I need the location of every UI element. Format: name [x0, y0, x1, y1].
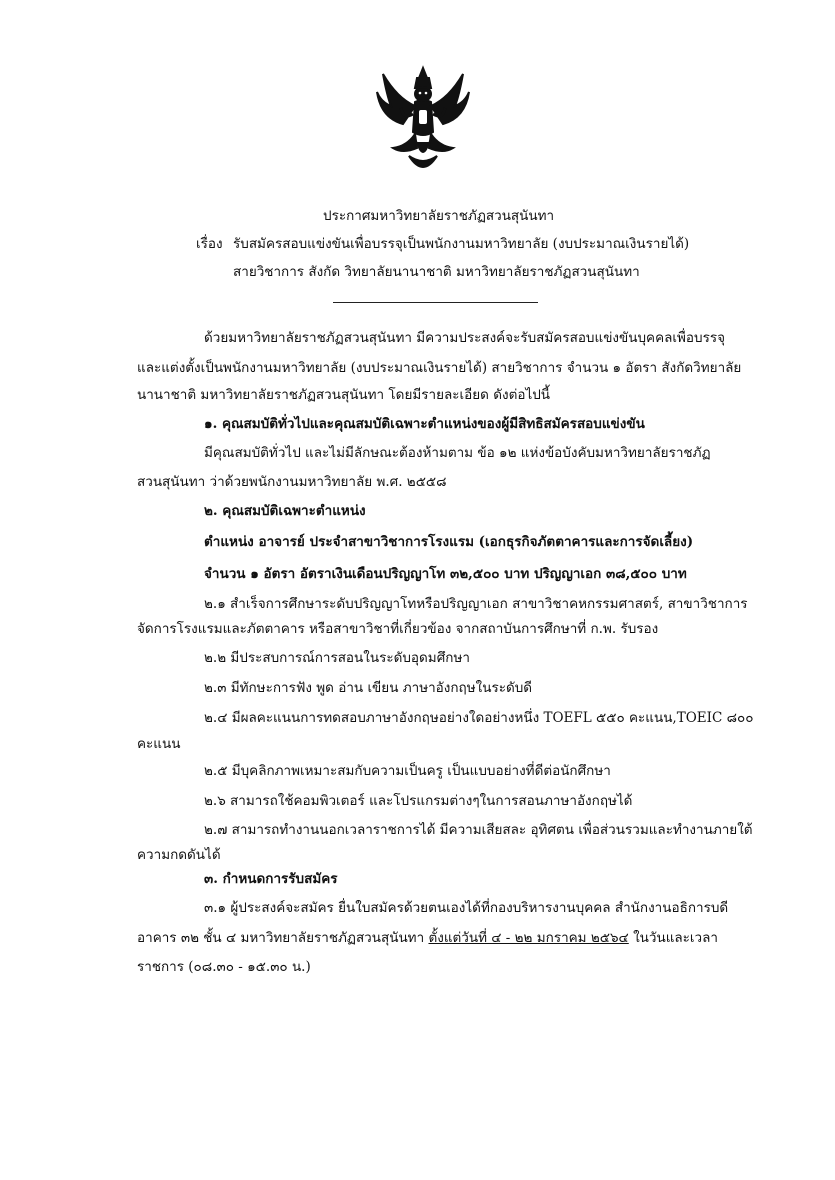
item-2-1-line-2: จัดการโรงแรมและภัตตาคาร หรือสาขาวิชาที่เกี่ยวข้อง จากสถาบันการศึกษาที่ ก.พ. รับรอง: [137, 621, 659, 637]
application-dates: ตั้งแต่วันที่ ๔ - ๒๒ มกราคม ๒๕๖๔: [428, 930, 629, 946]
item-3-1-line-3: ราชการ (๐๘.๓๐ - ๑๕.๓๐ น.): [137, 959, 311, 975]
item-3-1-building: อาคาร ๓๒ ชั้น ๔ มหาวิทยาลัยราชภัฏสวนสุนันทา: [137, 930, 429, 946]
item-3-1-time-lead: ในวันและเวลา: [628, 930, 718, 946]
garuda-emblem-icon: [373, 62, 473, 180]
item-2-4-line-1: ๒.๔ มีผลคะแนนการทดสอบภาษาอังกฤษอย่างใดอย่างหนึ่ง TOEFL ๕๕๐ คะแนน,TOEIC ๘๐๐: [204, 710, 754, 726]
item-3-1-line-2: [137, 928, 718, 948]
item-2-6: ๒.๖ สามารถใช้คอมพิวเตอร์ และโปรแกรมต่างๆในการสอนภาษาอังกฤษได้: [204, 793, 633, 809]
subject-line-2: สายวิชาการ สังกัด วิทยาลัยนานาชาติ มหาวิทยาลัยราชภัฏสวนสุนันทา: [233, 264, 640, 280]
item-2-5: ๒.๕ มีบุคลิกภาพเหมาะสมกับความเป็นครู เป็นแบบอย่างที่ดีต่อนักศึกษา: [204, 763, 611, 779]
intro-line-1: ด้วยมหาวิทยาลัยราชภัฏสวนสุนันทา มีความประสงค์จะรับสมัครสอบแข่งขันบุคคลเพื่อบรรจุ: [204, 330, 725, 346]
header-divider: [333, 302, 538, 303]
announcement-title: ประกาศมหาวิทยาลัยราชภัฏสวนสุนันทา: [323, 208, 555, 224]
position-title: ตำแหน่ง อาจารย์ ประจำสาขาวิชาการโรงแรม (เอกธุรกิจภัตตาคารและการจัดเลี้ยง): [204, 534, 694, 550]
item-2-2: ๒.๒ มีประสบการณ์การสอนในระดับอุดมศึกษา: [204, 650, 470, 666]
intro-line-2: และแต่งตั้งเป็นพนักงานมหาวิทยาลัย (งบประมาณเงินรายได้) สายวิชาการ จำนวน ๑ อัตรา สังกัดวิทยาลัย: [137, 360, 742, 376]
intro-line-3: นานาชาติ มหาวิทยาลัยราชภัฏสวนสุนันทา โดยมีรายละเอียด ดังต่อไปนี้: [137, 387, 551, 403]
item-2-1-line-1: ๒.๑ สำเร็จการศึกษาระดับปริญญาโทหรือปริญญาเอก สาขาวิชาคหกรรมศาสตร์, สาขาวิชาการ: [204, 596, 748, 612]
subject-label: เรื่อง: [196, 236, 223, 252]
section-2-heading: ๒. คุณสมบัติเฉพาะตำแหน่ง: [204, 503, 366, 519]
item-2-3: ๒.๓ มีทักษะการฟัง พูด อ่าน เขียน ภาษาอังกฤษในระดับดี: [204, 680, 533, 696]
section-1-line-1: มีคุณสมบัติทั่วไป และไม่มีลักษณะต้องห้ามตาม ข้อ ๑๒ แห่งข้อบังคับมหาวิทยาลัยราชภัฏ: [204, 445, 711, 461]
item-2-4-line-2: คะแนน: [137, 736, 181, 752]
section-1-line-2: สวนสุนันทา ว่าด้วยพนักงานมหาวิทยาลัย พ.ศ. ๒๕๕๘: [137, 474, 447, 490]
salary-line: จำนวน ๑ อัตรา อัตราเงินเดือนปริญญาโท ๓๒,๕๐๐ บาท ปริญญาเอก ๓๘,๕๐๐ บาท: [204, 566, 687, 582]
section-1-heading: ๑. คุณสมบัติทั่วไปและคุณสมบัติเฉพาะตำแหน่งของผู้มีสิทธิสมัครสอบแข่งขัน: [204, 416, 645, 432]
item-3-1-line-1: ๓.๑ ผู้ประสงค์จะสมัคร ยื่นใบสมัครด้วยตนเองได้ที่กองบริหารงานบุคคล สำนักงานอธิการบดี: [204, 900, 729, 916]
section-3-heading: ๓. กำหนดการรับสมัคร: [204, 871, 338, 887]
subject-text: รับสมัครสอบแข่งขันเพื่อบรรจุเป็นพนักงานมหาวิทยาลัย (งบประมาณเงินรายได้): [233, 236, 690, 252]
item-2-7-line-1: ๒.๗ สามารถทำงานนอกเวลาราชการได้ มีความเสียสละ อุทิศตน เพื่อส่วนรวมและทำงานภายใต้: [204, 822, 753, 838]
item-2-7-line-2: ความกดดันได้: [137, 847, 221, 863]
